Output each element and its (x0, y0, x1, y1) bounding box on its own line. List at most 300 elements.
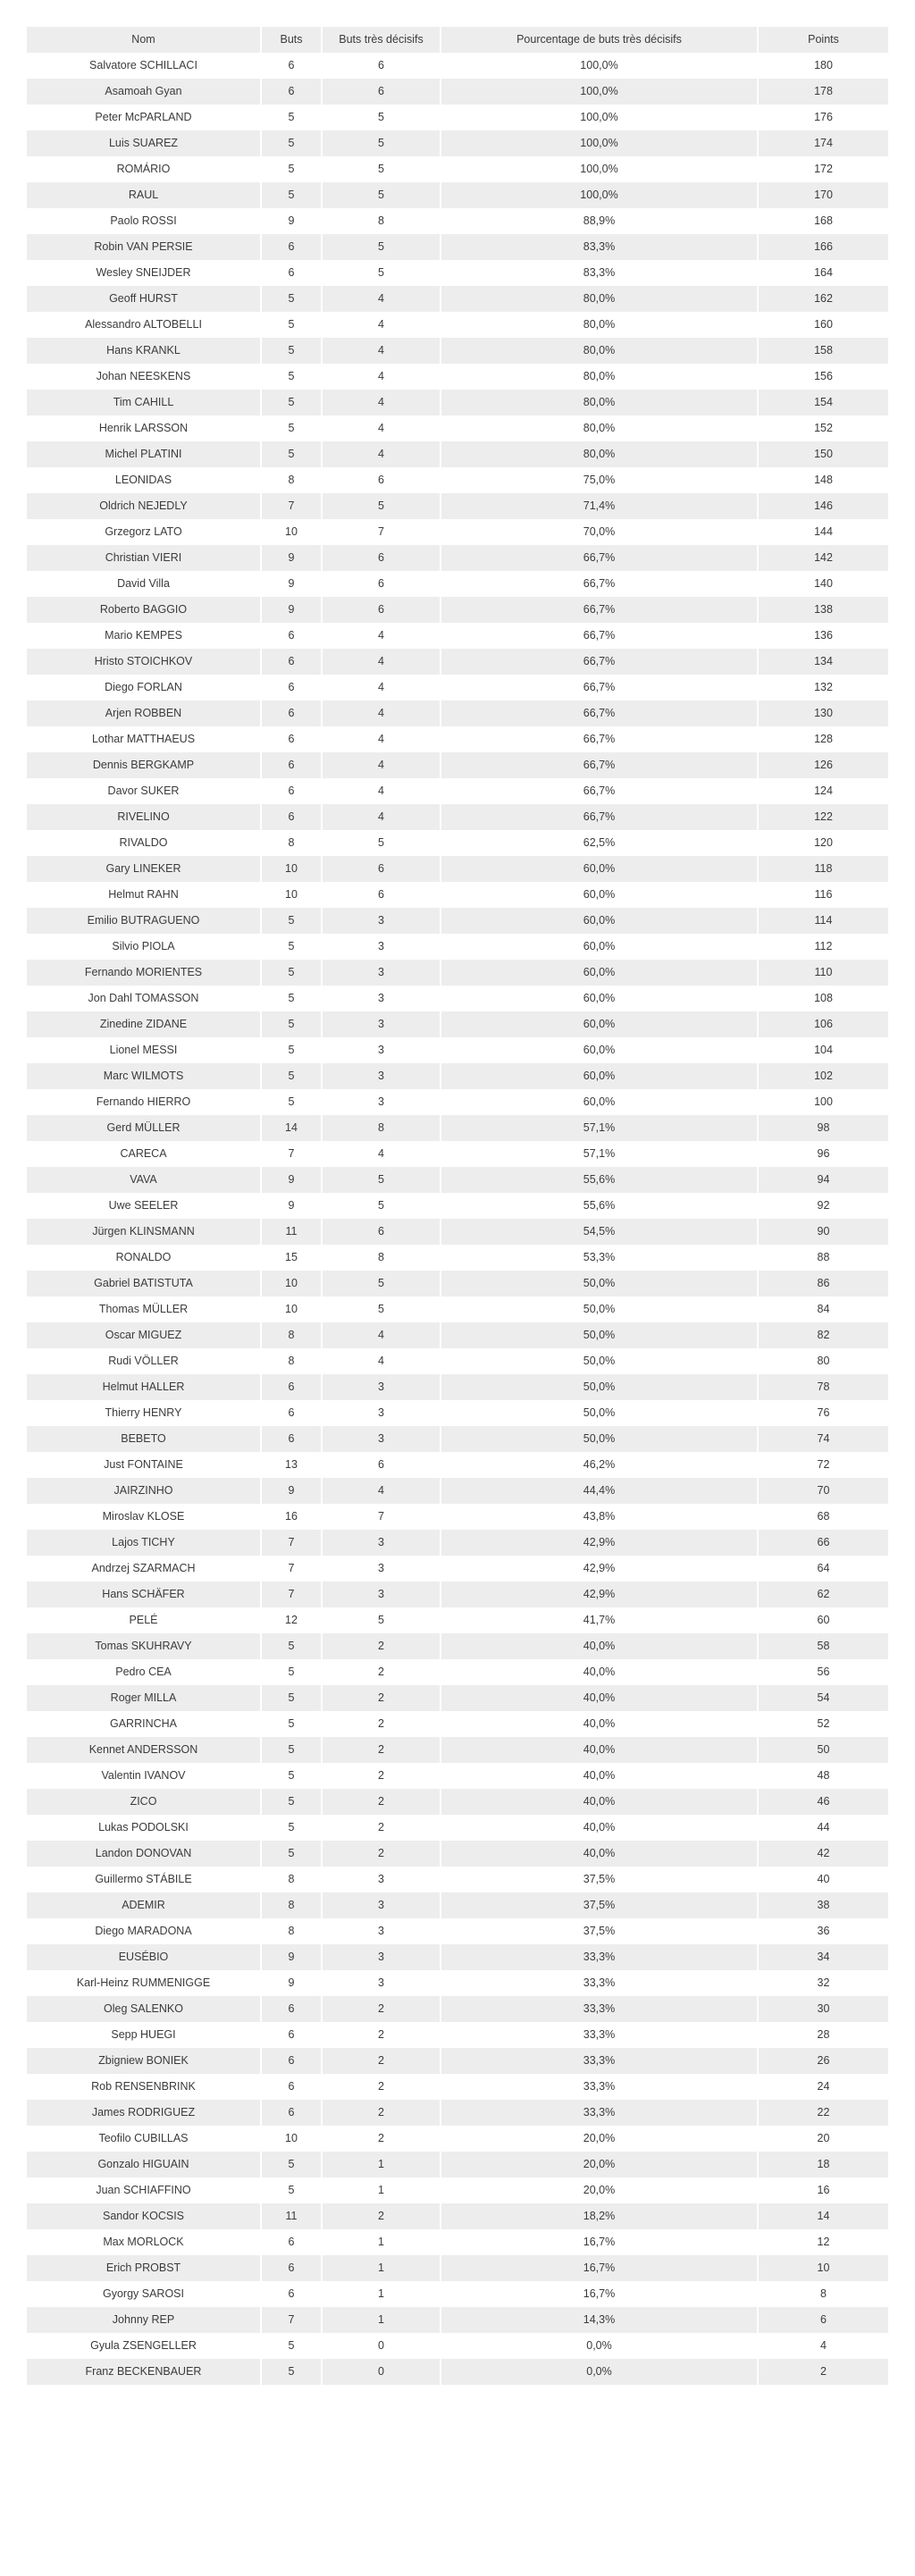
cell-points: 90 (758, 1219, 888, 1245)
cell-pct: 70,0% (441, 519, 758, 545)
cell-buts: 7 (261, 1530, 322, 1556)
cell-nom: Erich PROBST (27, 2255, 261, 2281)
cell-nom: RAUL (27, 182, 261, 208)
cell-pct: 60,0% (441, 1037, 758, 1063)
table-row (27, 1271, 888, 1296)
cell-btd: 4 (322, 415, 441, 441)
cell-buts: 5 (261, 2177, 322, 2203)
table-row (27, 1918, 888, 1944)
cell-pct: 33,3% (441, 1970, 758, 1996)
cell-nom: James RODRIGUEZ (27, 2100, 261, 2126)
cell-pct: 80,0% (441, 338, 758, 364)
cell-nom: Christian VIERI (27, 545, 261, 571)
cell-buts: 5 (261, 960, 322, 986)
cell-btd: 6 (322, 597, 441, 623)
cell-btd: 4 (322, 312, 441, 338)
table-row (27, 571, 888, 597)
cell-buts: 6 (261, 1400, 322, 1426)
cell-points: 70 (758, 1478, 888, 1504)
table-row (27, 1530, 888, 1556)
cell-nom: Oleg SALENKO (27, 1996, 261, 2022)
cell-pct: 20,0% (441, 2126, 758, 2152)
cell-points: 22 (758, 2100, 888, 2126)
cell-nom: Hans KRANKL (27, 338, 261, 364)
cell-buts: 6 (261, 2229, 322, 2255)
cell-points: 178 (758, 79, 888, 105)
table-row (27, 415, 888, 441)
table-row (27, 649, 888, 675)
cell-buts: 8 (261, 1918, 322, 1944)
cell-btd: 5 (322, 130, 441, 156)
cell-pct: 100,0% (441, 156, 758, 182)
cell-points: 122 (758, 804, 888, 830)
cell-pct: 50,0% (441, 1400, 758, 1426)
cell-btd: 2 (322, 1996, 441, 2022)
cell-btd: 2 (322, 1685, 441, 1711)
cell-pct: 60,0% (441, 960, 758, 986)
cell-points: 150 (758, 441, 888, 467)
cell-pct: 66,7% (441, 726, 758, 752)
cell-nom: Geoff HURST (27, 286, 261, 312)
cell-buts: 10 (261, 519, 322, 545)
cell-pct: 57,1% (441, 1115, 758, 1141)
cell-nom: Rob RENSENBRINK (27, 2074, 261, 2100)
cell-points: 80 (758, 1348, 888, 1374)
cell-btd: 3 (322, 1063, 441, 1089)
cell-btd: 4 (322, 1478, 441, 1504)
cell-buts: 6 (261, 804, 322, 830)
table-header-row (27, 27, 888, 53)
cell-pct: 80,0% (441, 286, 758, 312)
cell-points: 48 (758, 1763, 888, 1789)
cell-points: 36 (758, 1918, 888, 1944)
cell-pct: 88,9% (441, 208, 758, 234)
cell-points: 76 (758, 1400, 888, 1426)
cell-pct: 66,7% (441, 571, 758, 597)
cell-points: 46 (758, 1789, 888, 1815)
cell-pct: 83,3% (441, 234, 758, 260)
cell-nom: Tim CAHILL (27, 390, 261, 415)
cell-points: 152 (758, 415, 888, 441)
column-header-points: Points (758, 27, 888, 53)
cell-points: 130 (758, 701, 888, 726)
cell-nom: RONALDO (27, 1245, 261, 1271)
cell-nom: ADEMIR (27, 1892, 261, 1918)
cell-pct: 66,7% (441, 701, 758, 726)
table-row (27, 675, 888, 701)
cell-buts: 8 (261, 1892, 322, 1918)
table-row (27, 1115, 888, 1141)
cell-points: 180 (758, 53, 888, 79)
cell-points: 132 (758, 675, 888, 701)
cell-buts: 11 (261, 1219, 322, 1245)
cell-pct: 33,3% (441, 2048, 758, 2074)
cell-btd: 3 (322, 934, 441, 960)
table-row (27, 53, 888, 79)
cell-buts: 6 (261, 53, 322, 79)
cell-buts: 6 (261, 2022, 322, 2048)
cell-pct: 60,0% (441, 882, 758, 908)
cell-buts: 9 (261, 1193, 322, 1219)
cell-pct: 100,0% (441, 79, 758, 105)
cell-buts: 8 (261, 1322, 322, 1348)
table-row (27, 2074, 888, 2100)
cell-points: 62 (758, 1582, 888, 1607)
cell-btd: 6 (322, 1219, 441, 1245)
cell-nom: Hans SCHÄFER (27, 1582, 261, 1607)
cell-pct: 71,4% (441, 493, 758, 519)
cell-points: 18 (758, 2152, 888, 2177)
table-row (27, 1426, 888, 1452)
cell-btd: 5 (322, 234, 441, 260)
cell-nom: Johan NEESKENS (27, 364, 261, 390)
cell-buts: 5 (261, 441, 322, 467)
cell-buts: 5 (261, 1815, 322, 1841)
cell-points: 126 (758, 752, 888, 778)
cell-pct: 16,7% (441, 2281, 758, 2307)
cell-points: 72 (758, 1452, 888, 1478)
cell-pct: 60,0% (441, 856, 758, 882)
cell-nom: Guillermo STÁBILE (27, 1867, 261, 1892)
cell-nom: Silvio PIOLA (27, 934, 261, 960)
cell-buts: 5 (261, 2152, 322, 2177)
cell-buts: 5 (261, 390, 322, 415)
cell-pct: 60,0% (441, 1063, 758, 1089)
table-row (27, 2281, 888, 2307)
cell-points: 172 (758, 156, 888, 182)
cell-nom: ROMÁRIO (27, 156, 261, 182)
table-row (27, 1867, 888, 1892)
cell-nom: PELÉ (27, 1607, 261, 1633)
cell-nom: Davor SUKER (27, 778, 261, 804)
cell-nom: Teofilo CUBILLAS (27, 2126, 261, 2152)
cell-points: 88 (758, 1245, 888, 1271)
cell-points: 128 (758, 726, 888, 752)
cell-points: 112 (758, 934, 888, 960)
cell-buts: 10 (261, 1271, 322, 1296)
cell-btd: 6 (322, 571, 441, 597)
table-row (27, 1556, 888, 1582)
cell-buts: 5 (261, 1789, 322, 1815)
cell-points: 58 (758, 1633, 888, 1659)
table-row (27, 338, 888, 364)
cell-buts: 9 (261, 597, 322, 623)
cell-points: 116 (758, 882, 888, 908)
cell-nom: Jürgen KLINSMANN (27, 1219, 261, 1245)
table-row (27, 493, 888, 519)
cell-points: 154 (758, 390, 888, 415)
table-row (27, 2203, 888, 2229)
cell-points: 68 (758, 1504, 888, 1530)
cell-btd: 3 (322, 1892, 441, 1918)
cell-pct: 37,5% (441, 1892, 758, 1918)
cell-points: 64 (758, 1556, 888, 1582)
cell-pct: 40,0% (441, 1789, 758, 1815)
table-row (27, 1089, 888, 1115)
cell-btd: 5 (322, 1193, 441, 1219)
cell-buts: 9 (261, 1478, 322, 1504)
cell-btd: 1 (322, 2255, 441, 2281)
cell-buts: 8 (261, 1867, 322, 1892)
cell-pct: 50,0% (441, 1348, 758, 1374)
cell-points: 12 (758, 2229, 888, 2255)
cell-pct: 55,6% (441, 1167, 758, 1193)
cell-nom: Rudi VÖLLER (27, 1348, 261, 1374)
cell-pct: 66,7% (441, 675, 758, 701)
cell-nom: Marc WILMOTS (27, 1063, 261, 1089)
cell-points: 94 (758, 1167, 888, 1193)
cell-pct: 16,7% (441, 2229, 758, 2255)
cell-btd: 4 (322, 752, 441, 778)
cell-points: 158 (758, 338, 888, 364)
cell-points: 66 (758, 1530, 888, 1556)
cell-btd: 7 (322, 519, 441, 545)
cell-nom: Gonzalo HIGUAIN (27, 2152, 261, 2177)
cell-points: 44 (758, 1815, 888, 1841)
cell-buts: 5 (261, 286, 322, 312)
cell-buts: 7 (261, 1556, 322, 1582)
cell-btd: 2 (322, 1763, 441, 1789)
cell-pct: 50,0% (441, 1296, 758, 1322)
table-body (27, 53, 888, 2385)
cell-pct: 57,1% (441, 1141, 758, 1167)
cell-btd: 6 (322, 1452, 441, 1478)
cell-nom: Lukas PODOLSKI (27, 1815, 261, 1841)
cell-pct: 66,7% (441, 752, 758, 778)
cell-buts: 6 (261, 79, 322, 105)
cell-points: 74 (758, 1426, 888, 1452)
table-row (27, 1452, 888, 1478)
cell-buts: 10 (261, 856, 322, 882)
cell-nom: Juan SCHIAFFINO (27, 2177, 261, 2203)
cell-btd: 3 (322, 1867, 441, 1892)
table-row (27, 986, 888, 1011)
cell-nom: Alessandro ALTOBELLI (27, 312, 261, 338)
cell-nom: Uwe SEELER (27, 1193, 261, 1219)
cell-btd: 6 (322, 545, 441, 571)
cell-buts: 11 (261, 2203, 322, 2229)
table-row (27, 441, 888, 467)
cell-pct: 83,3% (441, 260, 758, 286)
cell-btd: 8 (322, 208, 441, 234)
cell-nom: Gabriel BATISTUTA (27, 1271, 261, 1296)
cell-btd: 5 (322, 1296, 441, 1322)
cell-points: 108 (758, 986, 888, 1011)
cell-nom: Miroslav KLOSE (27, 1504, 261, 1530)
cell-btd: 4 (322, 701, 441, 726)
cell-points: 24 (758, 2074, 888, 2100)
cell-buts: 5 (261, 2333, 322, 2359)
table-row (27, 1063, 888, 1089)
table-row (27, 804, 888, 830)
cell-nom: Gerd MÜLLER (27, 1115, 261, 1141)
cell-points: 42 (758, 1841, 888, 1867)
cell-btd: 2 (322, 2048, 441, 2074)
table-row (27, 752, 888, 778)
cell-btd: 6 (322, 882, 441, 908)
cell-nom: Zbigniew BONIEK (27, 2048, 261, 2074)
cell-points: 104 (758, 1037, 888, 1063)
table-row (27, 1167, 888, 1193)
cell-btd: 2 (322, 2100, 441, 2126)
cell-nom: Dennis BERGKAMP (27, 752, 261, 778)
cell-points: 28 (758, 2022, 888, 2048)
table-row (27, 908, 888, 934)
table-row (27, 1296, 888, 1322)
cell-btd: 3 (322, 1426, 441, 1452)
column-header-nom: Nom (27, 27, 261, 53)
cell-points: 164 (758, 260, 888, 286)
cell-points: 82 (758, 1322, 888, 1348)
cell-pct: 42,9% (441, 1530, 758, 1556)
cell-buts: 5 (261, 1711, 322, 1737)
cell-buts: 6 (261, 234, 322, 260)
cell-nom: Robin VAN PERSIE (27, 234, 261, 260)
table-row (27, 79, 888, 105)
cell-pct: 20,0% (441, 2177, 758, 2203)
cell-btd: 4 (322, 1348, 441, 1374)
cell-buts: 6 (261, 2048, 322, 2074)
cell-buts: 10 (261, 1296, 322, 1322)
cell-btd: 2 (322, 1737, 441, 1763)
table-row (27, 2333, 888, 2359)
cell-buts: 6 (261, 726, 322, 752)
table-row (27, 1193, 888, 1219)
cell-btd: 4 (322, 338, 441, 364)
cell-buts: 5 (261, 338, 322, 364)
cell-btd: 3 (322, 1037, 441, 1063)
cell-nom: VAVA (27, 1167, 261, 1193)
table-row (27, 882, 888, 908)
cell-btd: 4 (322, 1322, 441, 1348)
cell-pct: 60,0% (441, 986, 758, 1011)
cell-btd: 7 (322, 1504, 441, 1530)
cell-nom: EUSÉBIO (27, 1944, 261, 1970)
cell-pct: 66,7% (441, 597, 758, 623)
cell-pct: 100,0% (441, 53, 758, 79)
cell-buts: 9 (261, 545, 322, 571)
cell-btd: 2 (322, 1659, 441, 1685)
table-row (27, 1141, 888, 1167)
cell-nom: Helmut RAHN (27, 882, 261, 908)
cell-btd: 1 (322, 2229, 441, 2255)
cell-btd: 6 (322, 79, 441, 105)
cell-buts: 5 (261, 1659, 322, 1685)
table-row (27, 1633, 888, 1659)
cell-pct: 40,0% (441, 1841, 758, 1867)
table-row (27, 856, 888, 882)
cell-pct: 33,3% (441, 2074, 758, 2100)
cell-pct: 20,0% (441, 2152, 758, 2177)
cell-btd: 3 (322, 1944, 441, 1970)
table-row (27, 1400, 888, 1426)
cell-pct: 40,0% (441, 1763, 758, 1789)
cell-buts: 5 (261, 364, 322, 390)
cell-buts: 7 (261, 1582, 322, 1607)
cell-points: 6 (758, 2307, 888, 2333)
cell-buts: 13 (261, 1452, 322, 1478)
cell-nom: Gary LINEKER (27, 856, 261, 882)
column-header-pourcentage: Pourcentage de buts très décisifs (441, 27, 758, 53)
cell-pct: 46,2% (441, 1452, 758, 1478)
cell-nom: RIVALDO (27, 830, 261, 856)
table-row (27, 364, 888, 390)
cell-btd: 2 (322, 2203, 441, 2229)
cell-btd: 3 (322, 1530, 441, 1556)
cell-btd: 4 (322, 726, 441, 752)
cell-points: 98 (758, 1115, 888, 1141)
cell-points: 40 (758, 1867, 888, 1892)
cell-pct: 33,3% (441, 1996, 758, 2022)
cell-nom: Thomas MÜLLER (27, 1296, 261, 1322)
cell-btd: 6 (322, 467, 441, 493)
cell-pct: 41,7% (441, 1607, 758, 1633)
cell-btd: 3 (322, 1011, 441, 1037)
table-row (27, 1011, 888, 1037)
cell-pct: 80,0% (441, 390, 758, 415)
cell-buts: 6 (261, 1426, 322, 1452)
table-row (27, 105, 888, 130)
cell-buts: 5 (261, 1633, 322, 1659)
cell-pct: 50,0% (441, 1374, 758, 1400)
table-row (27, 1892, 888, 1918)
cell-buts: 5 (261, 986, 322, 1011)
cell-btd: 4 (322, 623, 441, 649)
cell-nom: Gyula ZSENGELLER (27, 2333, 261, 2359)
cell-nom: David Villa (27, 571, 261, 597)
cell-btd: 5 (322, 156, 441, 182)
table-row (27, 519, 888, 545)
cell-nom: JAIRZINHO (27, 1478, 261, 1504)
cell-pct: 60,0% (441, 1089, 758, 1115)
cell-nom: Henrik LARSSON (27, 415, 261, 441)
cell-nom: Kennet ANDERSSON (27, 1737, 261, 1763)
cell-pct: 0,0% (441, 2359, 758, 2385)
cell-btd: 6 (322, 53, 441, 79)
cell-points: 170 (758, 182, 888, 208)
cell-points: 156 (758, 364, 888, 390)
cell-nom: ZICO (27, 1789, 261, 1815)
table-row (27, 1607, 888, 1633)
table-row (27, 726, 888, 752)
cell-buts: 6 (261, 649, 322, 675)
table-row (27, 830, 888, 856)
cell-btd: 4 (322, 675, 441, 701)
cell-buts: 14 (261, 1115, 322, 1141)
cell-points: 140 (758, 571, 888, 597)
cell-btd: 2 (322, 2022, 441, 2048)
cell-nom: Roberto BAGGIO (27, 597, 261, 623)
cell-points: 14 (758, 2203, 888, 2229)
table-row (27, 2255, 888, 2281)
cell-btd: 4 (322, 364, 441, 390)
cell-nom: Pedro CEA (27, 1659, 261, 1685)
cell-nom: Sandor KOCSIS (27, 2203, 261, 2229)
cell-pct: 62,5% (441, 830, 758, 856)
table-row (27, 2126, 888, 2152)
cell-buts: 7 (261, 2307, 322, 2333)
table-row (27, 2229, 888, 2255)
cell-points: 100 (758, 1089, 888, 1115)
cell-nom: Wesley SNEIJDER (27, 260, 261, 286)
cell-buts: 9 (261, 1970, 322, 1996)
cell-pct: 33,3% (441, 2022, 758, 2048)
table-row (27, 1944, 888, 1970)
cell-buts: 5 (261, 1011, 322, 1037)
table-row (27, 467, 888, 493)
cell-btd: 1 (322, 2281, 441, 2307)
cell-btd: 1 (322, 2177, 441, 2203)
